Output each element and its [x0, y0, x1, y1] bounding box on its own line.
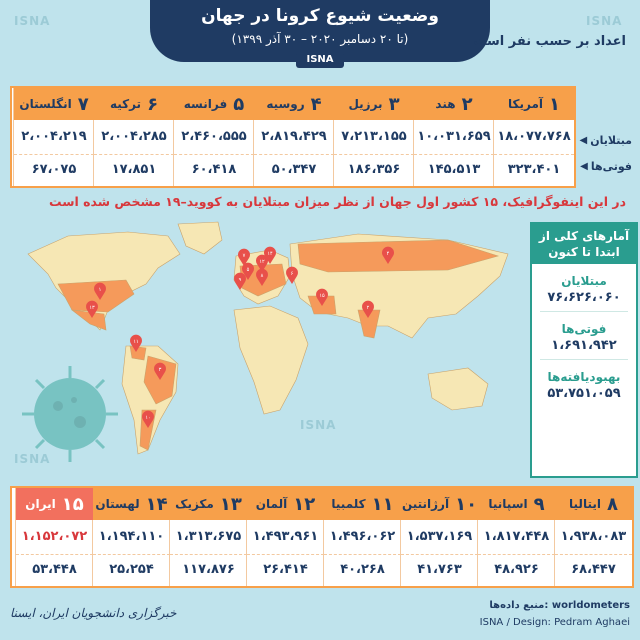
country-header	[16, 488, 93, 520]
greenland-land	[178, 222, 222, 254]
country-rank: ۱۵	[61, 493, 84, 515]
country-cases: ۲،۸۱۹،۴۲۹	[261, 129, 327, 144]
country-cell	[169, 488, 247, 586]
watermark: ISNA	[14, 452, 51, 466]
country-cases: ۲،۰۰۴،۲۸۵	[101, 129, 167, 144]
page-title: وضعیت شیوع کرونا در جهان	[201, 6, 439, 26]
map-marker-label: ۱۴	[267, 251, 273, 257]
country-cases: ۱،۸۱۷،۴۴۸	[483, 529, 550, 544]
country-cases: ۱،۱۹۴،۱۱۰	[98, 529, 165, 544]
country-header	[334, 88, 414, 120]
country-name: آمریکا	[508, 97, 543, 111]
virus-icon	[22, 366, 118, 462]
country-name: اسپانیا	[488, 497, 528, 511]
map-marker-label: ۵	[246, 267, 250, 273]
country-cell	[413, 88, 494, 186]
unit-subtitle: اعداد بر حسب نفر است	[473, 34, 626, 49]
totals-panel	[530, 222, 638, 478]
country-cell	[92, 488, 170, 586]
top-countries-row	[10, 86, 576, 188]
map-marker-label: ۸	[260, 273, 264, 279]
country-deaths: ۵۰،۳۴۷	[254, 154, 334, 185]
country-name: ایران	[25, 497, 56, 511]
watermark: ISNA	[300, 418, 337, 432]
country-header	[94, 88, 174, 120]
bottom-countries-row	[10, 486, 634, 588]
country-cell	[333, 88, 414, 186]
country-cell	[253, 88, 334, 186]
divider	[540, 311, 628, 312]
country-deaths: ۳۲۳،۴۰۱	[494, 154, 574, 185]
africa-land	[234, 306, 308, 414]
totals-cases-value: ۷۶،۶۲۶،۰۶۰	[547, 290, 621, 305]
totals-heading: آمارهای کلی از ابتدا تا کنون	[532, 224, 636, 264]
country-cell	[173, 88, 254, 186]
country-cell	[15, 488, 93, 586]
watermark: ISNA	[14, 14, 51, 28]
country-cell	[477, 488, 555, 586]
country-name: برزیل	[348, 97, 383, 111]
totals-recovered-value: ۵۳،۷۵۱،۰۵۹	[547, 386, 621, 401]
map-marker-label: ۹	[238, 277, 242, 283]
map-marker-label: ۷	[242, 253, 246, 259]
totals-deaths-label: فوتی‌ها	[561, 322, 607, 336]
country-rank: ۲	[461, 93, 473, 115]
divider	[540, 359, 628, 360]
country-header	[401, 488, 478, 520]
country-header	[324, 488, 401, 520]
country-cases: ۱،۱۵۲،۰۷۲	[21, 529, 88, 544]
country-cases: ۱،۴۹۳،۹۶۱	[252, 529, 319, 544]
country-rank: ۱۴	[145, 493, 168, 515]
map-marker-label: ۴	[386, 251, 390, 257]
country-rank: ۱۳	[219, 493, 242, 515]
country-deaths: ۶۸،۴۴۷	[555, 554, 632, 585]
country-cases: ۲،۴۶۰،۵۵۵	[181, 129, 247, 144]
country-header	[414, 88, 494, 120]
country-name: آرژانتین	[401, 497, 450, 511]
data-source: منبع داده‌ها: worldometers	[489, 600, 630, 611]
country-name: کلمبیا	[331, 497, 366, 511]
country-name: فرانسه	[183, 97, 228, 111]
country-deaths: ۵۳،۴۴۸	[16, 554, 93, 585]
legend-cases	[580, 134, 633, 147]
country-cases: ۱،۹۳۸،۰۸۳	[560, 529, 627, 544]
country-cell	[554, 488, 632, 586]
country-cases: ۱،۴۹۶،۰۶۲	[329, 529, 396, 544]
country-name: روسیه	[266, 97, 305, 111]
map-marker-label: ۱۳	[89, 305, 95, 311]
country-rank: ۱۰	[455, 493, 478, 515]
country-rank: ۹	[533, 493, 545, 515]
totals-recovered-label: بهبودیافته‌ها	[547, 370, 621, 384]
legend-deaths-label: فوتی‌ها	[590, 160, 632, 173]
date-range: (تا ۲۰ دسامبر ۲۰۲۰ – ۳۰ آذر ۱۳۹۹)	[231, 32, 409, 46]
country-cell	[400, 488, 478, 586]
country-deaths: ۱۱۷،۸۷۶	[170, 554, 247, 585]
country-header	[170, 488, 247, 520]
map-marker-label: ۱۰	[145, 415, 151, 421]
country-cases: ۷،۲۱۳،۱۵۵	[341, 129, 407, 144]
country-name: آلمان	[255, 497, 288, 511]
country-name: ایتالیا	[569, 497, 601, 511]
country-cell	[13, 88, 94, 186]
country-deaths: ۲۶،۴۱۴	[247, 554, 324, 585]
country-name: انگلستان	[19, 97, 72, 111]
country-cell	[246, 488, 324, 586]
totals-deaths-value: ۱،۶۹۱،۹۴۲	[551, 338, 617, 353]
australia-land	[428, 368, 488, 410]
country-header	[254, 88, 334, 120]
country-deaths: ۶۷،۰۷۵	[14, 154, 94, 185]
country-deaths: ۴۱،۷۶۳	[401, 554, 478, 585]
country-name: لهستان	[95, 497, 140, 511]
legend-cases-label: مبتلایان	[590, 134, 632, 147]
country-cases: ۱،۵۳۷،۱۶۹	[406, 529, 473, 544]
country-rank: ۶	[147, 93, 159, 115]
country-cases: ۱۰،۰۳۱،۶۵۹	[417, 129, 491, 144]
country-deaths: ۱۸۶،۳۵۶	[334, 154, 414, 185]
country-header	[14, 88, 94, 120]
design-credit: ISNA / Design: Pedram Aghaei	[479, 617, 630, 628]
map-marker-label: ۱	[98, 287, 102, 293]
country-cell	[323, 488, 401, 586]
country-name: هند	[435, 97, 456, 111]
infographic-note: در این اینفوگرافیک، ۱۵ کشور اول جهان از نظر میزان مبتلایان به کووید–۱۹ مشخص شده است	[48, 194, 626, 209]
country-cell	[493, 88, 574, 186]
country-deaths: ۱۷،۸۵۱	[94, 154, 174, 185]
country-deaths: ۱۴۵،۵۱۳	[414, 154, 494, 185]
world-map	[8, 214, 528, 476]
country-cases: ۱۸،۰۷۷،۷۶۸	[497, 129, 571, 144]
country-deaths: ۲۵،۲۵۴	[93, 554, 170, 585]
isna-badge: ISNA	[296, 52, 344, 68]
country-deaths: ۴۰،۲۶۸	[324, 554, 401, 585]
country-cases: ۱،۳۱۳،۶۷۵	[175, 529, 242, 544]
country-rank: ۸	[606, 493, 618, 515]
arrow-right-icon: ◀	[579, 135, 588, 146]
country-rank: ۱۲	[293, 493, 316, 515]
country-rank: ۵	[233, 93, 245, 115]
country-name: مکزیک	[175, 497, 214, 511]
country-deaths: ۴۸،۹۲۶	[478, 554, 555, 585]
country-rank: ۱۱	[371, 493, 394, 515]
map-marker-label: ۱۱	[133, 339, 139, 345]
legend-deaths	[580, 160, 632, 173]
country-header	[93, 488, 170, 520]
isna-signature: خبرگزاری دانشجویان ایران، ایسنا	[10, 606, 177, 620]
country-header	[478, 488, 555, 520]
map-marker-label: ۱۲	[259, 259, 265, 265]
totals-cases-label: مبتلایان	[561, 274, 607, 288]
map-marker-label: ۲	[366, 305, 370, 311]
watermark: ISNA	[586, 14, 623, 28]
map-marker-label: ۱۵	[319, 293, 325, 299]
country-header	[247, 488, 324, 520]
country-rank: ۷	[77, 93, 89, 115]
country-header	[174, 88, 254, 120]
country-rank: ۳	[388, 93, 400, 115]
country-deaths: ۶۰،۴۱۸	[174, 154, 254, 185]
country-rank: ۴	[310, 93, 322, 115]
country-header	[494, 88, 574, 120]
arrow-right-icon: ◀	[580, 161, 588, 172]
country-cell	[93, 88, 174, 186]
country-cases: ۲،۰۰۴،۲۱۹	[21, 129, 87, 144]
country-name: ترکیه	[109, 97, 142, 111]
country-rank: ۱	[549, 93, 560, 115]
country-header	[555, 488, 632, 520]
map-marker-label: ۶	[290, 271, 294, 277]
map-marker-label: ۳	[158, 367, 162, 373]
